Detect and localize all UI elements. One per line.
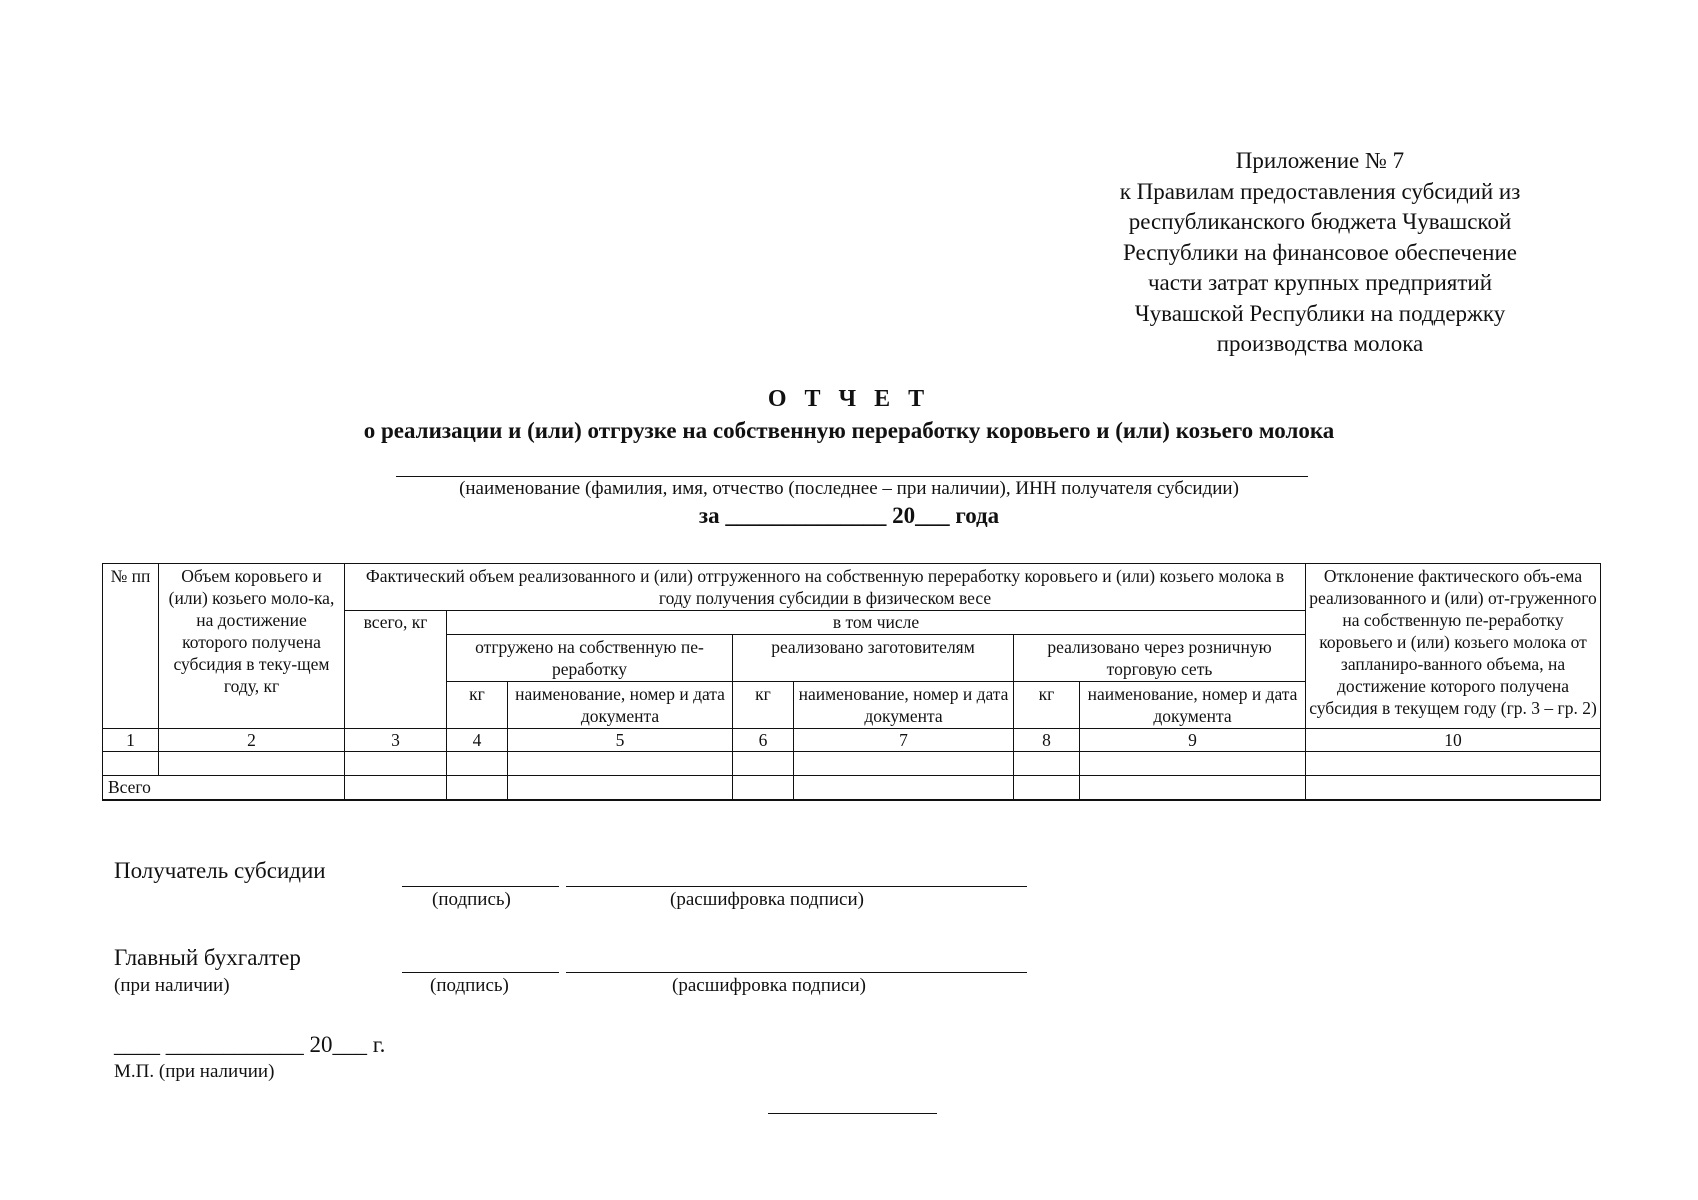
header-total-kg: всего, кг [345,611,447,729]
column-number: 1 [103,729,159,752]
appendix-line: к Правилам предоставления субсидий из [1119,178,1521,204]
accountant-decode-line [566,972,1027,973]
column-number: 5 [508,729,733,752]
header-including: в том числе [447,611,1306,635]
table-cell [159,752,345,776]
table-cell [1306,752,1601,776]
footer-separator [768,1113,937,1114]
column-number: 8 [1014,729,1080,752]
header-kg: кг [447,682,508,729]
table-cell [794,776,1014,801]
total-row [103,776,1601,801]
report-subtitle: о реализации и (или) отгрузке на собственную переработку коровьего и (или) козьего молока [363,418,1335,443]
recipient-signature-caption: (подпись) [432,889,511,910]
report-period: за ______________ 20___ года [698,503,1000,528]
recipient-name-line [396,476,1308,477]
appendix-line: части затрат крупных предприятий [1147,270,1492,295]
table-cell [1080,752,1306,776]
header-number: № пп [103,564,159,729]
appendix-line: производства молока [1216,331,1424,356]
accountant-signature-caption: (подпись) [430,975,509,996]
table-cell [1014,752,1080,776]
header-kg: кг [733,682,794,729]
column-number: 2 [159,729,345,752]
table-cell [345,776,447,801]
column-number: 10 [1306,729,1601,752]
recipient-decode-line [566,886,1027,887]
column-number: 3 [345,729,447,752]
report-table [102,563,1601,801]
header-document: наименование, номер и дата документа [508,682,733,729]
header-actual-volume: Фактический объем реализованного и (или) отгруженного на собственную переработку коровьего и (или) козьего молока в году получения субсидии в физическом весе [345,564,1306,611]
table-cell [733,776,794,801]
recipient-signature-line [402,886,559,887]
appendix-line: Республики на финансовое обеспечение [1122,239,1518,265]
accountant-signature-line [402,972,559,973]
table-cell [1306,776,1601,801]
column-number: 9 [1080,729,1306,752]
table-cell [1080,776,1306,801]
table-row [103,752,1601,776]
date-line: ____ ____________ 20___ г. [114,1032,386,1057]
header-sold-retail: реализовано через розничную торговую сеть [1014,635,1306,682]
recipient-name-caption: (наименование (фамилия, имя, отчество (последнее – при наличии), ИНН получателя субсидии) [459,478,1239,499]
table-cell [794,752,1014,776]
header-sold-procurers: реализовано заготовителям [733,635,1014,682]
column-number: 6 [733,729,794,752]
recipient-label: Получатель субсидии [114,858,326,883]
table-cell [508,776,733,801]
column-number: 7 [794,729,1014,752]
column-number: 4 [447,729,508,752]
table-cell [103,752,159,776]
header-planned-volume: Объем коровьего и (или) козьего моло-ка, на достижение которого получена субсидия в теку-щем году, кг [159,564,345,729]
appendix-line: Чувашской Республики на поддержку [1134,300,1506,326]
appendix-block [1090,146,1550,360]
table-cell [1014,776,1080,801]
table-cell [508,752,733,776]
table-cell [447,752,508,776]
appendix-line: Приложение № 7 [1235,148,1405,173]
header-document: наименование, номер и дата документа [1080,682,1306,729]
header-kg: кг [1014,682,1080,729]
table-cell [733,752,794,776]
accountant-note: (при наличии) [114,975,230,996]
recipient-decode-caption: (расшифровка подписи) [670,889,864,910]
total-label: Всего [103,776,345,801]
accountant-decode-caption: (расшифровка подписи) [672,975,866,996]
appendix-line: республиканского бюджета Чувашской [1128,209,1512,234]
header-shipped-processing: отгружено на собственную пе-реработку [447,635,733,682]
table-cell [345,752,447,776]
header-document: наименование, номер и дата документа [794,682,1014,729]
stamp-note: М.П. (при наличии) [114,1061,275,1082]
report-title: О Т Ч Е Т [767,386,931,412]
accountant-label: Главный бухгалтер [114,945,301,970]
header-deviation: Отклонение фактического объ-ема реализованного и (или) от-груженного на собственную пе-реработку коровьего и (или) козьего молока от запланиро-ванного объема, на достижение которого получена субсидия в текущем году (гр. 3 – гр. 2) [1306,564,1601,729]
table-cell [447,776,508,801]
